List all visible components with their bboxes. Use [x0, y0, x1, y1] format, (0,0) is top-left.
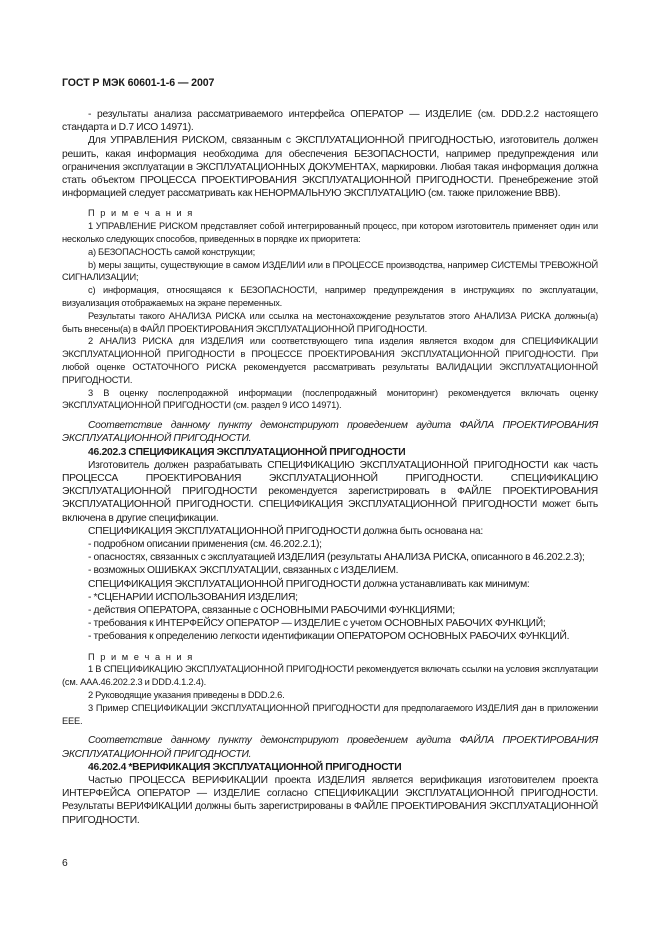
- document-body: [62, 108, 598, 827]
- list-item: - действия ОПЕРАТОРА, связанные с ОСНОВНЫМИ РАБОЧИМИ ФУНКЦИЯМИ;: [88, 605, 455, 617]
- list-item: - *СЦЕНАРИИ ИСПОЛЬЗОВАНИЯ ИЗДЕЛИЯ;: [88, 591, 298, 603]
- notes-heading: П р и м е ч а н и я: [88, 651, 194, 662]
- note-paragraph: c) информация, относящаяся к БЕЗОПАСНОСТИ, например предупреждения в инструкциях по эксплуатации, визуализация отображаемых на экране переменных.: [62, 285, 598, 308]
- section-heading: 46.202.4 *ВЕРИФИКАЦИЯ ЭКСПЛУАТАЦИОННОЙ ПРИГОДНОСТИ: [88, 761, 402, 773]
- list-item: - возможных ОШИБКАХ ЭКСПЛУАТАЦИИ, связанных с ИЗДЕЛИЕМ.: [88, 565, 399, 577]
- compliance-statement: Соответствие данному пункту демонстрируют проведением аудита ФАЙЛА ПРОЕКТИРОВАНИЯ ЭКСПЛУАТАЦИОННОЙ ПРИГОДНОСТИ.: [62, 420, 598, 445]
- note-paragraph: а) БЕЗОПАСНОСТЬ самой конструкции;: [88, 246, 256, 257]
- paragraph: Изготовитель должен разрабатывать СПЕЦИФИКАЦИЮ ЭКСПЛУАТАЦИОННОЙ ПРИГОДНОСТИ как часть ПРОЦЕССА ПРОЕКТИРОВАНИЯ ЭКСПЛУАТАЦИОННОЙ ПРИГОДНОСТИ. СПЕЦИФИКАЦИЮ ЭКСПЛУАТАЦИОННОЙ ПРИГОДНОСТИ рекомендуется зарегистрировать в ФАЙЛЕ ПРОЕКТИРОВАНИЯ ЭКСПЛУАТАЦИОННОЙ ПРИГОДНОСТИ. СПЕЦИФИКАЦИЯ ЭКСПЛУАТАЦИОННОЙ ПРИГОДНОСТИ может быть включена в другие спецификации.: [62, 459, 598, 524]
- note-paragraph: 3 Пример СПЕЦИФИКАЦИИ ЭКСПЛУАТАЦИОННОЙ ПРИГОДНОСТИ для предполагаемого ИЗДЕЛИЯ дан в приложении EEE.: [62, 702, 598, 726]
- note-paragraph: 3 В оценку послепродажной информации (послепродажный мониторинг) рекомендуется включать оценку ЭКСПЛУАТАЦИОННОЙ ПРИГОДНОСТИ (см. раздел 9 ИСО 14971).: [62, 387, 598, 411]
- list-item: - подробном описании применения (см. 46.202.2.1);: [88, 539, 322, 550]
- section-heading: 46.202.3 СПЕЦИФИКАЦИЯ ЭКСПЛУАТАЦИОННОЙ ПРИГОДНОСТИ: [88, 446, 406, 458]
- note-paragraph: 2 Руководящие указания приведены в DDD.2.6.: [88, 690, 285, 701]
- page-number: 6: [62, 858, 68, 869]
- list-item: - опасностях, связанных с эксплуатацией ИЗДЕЛИЯ (результаты АНАЛИЗА РИСКА, описанного в 46.202.2.3);: [88, 552, 585, 564]
- compliance-statement: Соответствие данному пункту демонстрируют проведением аудита ФАЙЛА ПРОЕКТИРОВАНИЯ ЭКСПЛУАТАЦИОННОЙ ПРИГОДНОСТИ.: [62, 735, 598, 760]
- paragraph: СПЕЦИФИКАЦИЯ ЭКСПЛУАТАЦИОННОЙ ПРИГОДНОСТИ должна быть основана на:: [88, 525, 483, 537]
- note-paragraph: Результаты такого АНАЛИЗА РИСКА или ссылка на местонахождение результатов этого АНАЛИЗА РИСКА должны(а) быть внесены(а) в ФАЙЛ ПРОЕКТИРОВАНИЯ ЭКСПЛУАТАЦИОННОЙ ПРИГОДНОСТИ.: [62, 310, 598, 334]
- list-item: - требования к определению легкости идентификации ОПЕРАТОРОМ ОСНОВНЫХ РАБОЧИХ ФУНКЦИЙ.: [88, 631, 570, 643]
- list-item: - требования к ИНТЕРФЕЙСУ ОПЕРАТОР — ИЗДЕЛИЕ с учетом ОСНОВНЫХ РАБОЧИХ ФУНКЦИЙ;: [88, 618, 546, 630]
- notes-heading: П р и м е ч а н и я: [88, 208, 194, 219]
- note-paragraph: 1 УПРАВЛЕНИЕ РИСКОМ представляет собой интегрированный процесс, при котором изготовитель применяет один или несколько следующих способов, приведенных в порядке их приоритета:: [62, 221, 598, 245]
- paragraph: Для УПРАВЛЕНИЯ РИСКОМ, связанным с ЭКСПЛУАТАЦИОННОЙ ПРИГОДНОСТЬЮ, изготовитель должен решить, какая информация необходима для обеспечения БЕЗОПАСНОСТИ, например предупреждения или ограничения эксплуатации в ЭКСПЛУАТАЦИОННЫХ ДОКУМЕНТАХ, маркировки. Любая такая информация должна стать объектом ПРОЦЕССА ПРОЕКТИРОВАНИЯ ЭКСПЛУАТАЦИОННОЙ ПРИГОДНОСТИ. Пренебрежение этой информацией следует рассматривать как НЕНОРМАЛЬНУЮ ЭКСПЛУАТАЦИЮ (см. также приложение BBB).: [62, 135, 598, 200]
- document-header: ГОСТ Р МЭК 60601-1-6 — 2007: [62, 77, 215, 89]
- note-paragraph: 1 В СПЕЦИФИКАЦИЮ ЭКСПЛУАТАЦИОННОЙ ПРИГОДНОСТИ рекомендуется включать ссылки на условия эксплуатации (см. AAA.46.202.2.3 и DDD.4.1.2.4).: [62, 664, 598, 688]
- note-paragraph: 2 АНАЛИЗ РИСКА для ИЗДЕЛИЯ или соответствующего типа изделия является входом для СПЕЦИФИКАЦИИ ЭКСПЛУАТАЦИОННОЙ ПРИГОДНОСТИ в ПРОЦЕССЕ ПРОЕКТИРОВАНИЯ ЭКСПЛУАТАЦИОННОЙ ПРИГОДНОСТИ. При любой оценке ОСТАТОЧНОГО РИСКА рекомендуется рассматривать результаты ВАЛИДАЦИИ ЭКСПЛУАТАЦИОННОЙ ПРИГОДНОСТИ.: [62, 336, 598, 385]
- paragraph: - результаты анализа рассматриваемого интерфейса ОПЕРАТОР — ИЗДЕЛИЕ (см. DDD.2.2 настоящего стандарта и D.7 ИСО 14971).: [62, 109, 598, 134]
- paragraph: СПЕЦИФИКАЦИЯ ЭКСПЛУАТАЦИОННОЙ ПРИГОДНОСТИ должна устанавливать как минимум:: [88, 578, 530, 590]
- note-paragraph: b) меры защиты, существующие в самом ИЗДЕЛИИ или в ПРОЦЕССЕ производства, например СИСТЕМЫ ТРЕВОЖНОЙ СИГНАЛИЗАЦИИ;: [62, 259, 598, 283]
- paragraph: Частью ПРОЦЕССА ВЕРИФИКАЦИИ проекта ИЗДЕЛИЯ является верификация изготовителем проекта ИНТЕРФЕЙСА ОПЕРАТОР — ИЗДЕЛИЕ согласно СПЕЦИФИКАЦИИ ЭКСПЛУАТАЦИОННОЙ ПРИГОДНОСТИ. Результаты ВЕРИФИКАЦИИ должны быть зарегистрированы в ФАЙЛЕ ПРОЕКТИРОВАНИЯ ЭКСПЛУАТАЦИОННОЙ ПРИГОДНОСТИ.: [62, 775, 598, 826]
